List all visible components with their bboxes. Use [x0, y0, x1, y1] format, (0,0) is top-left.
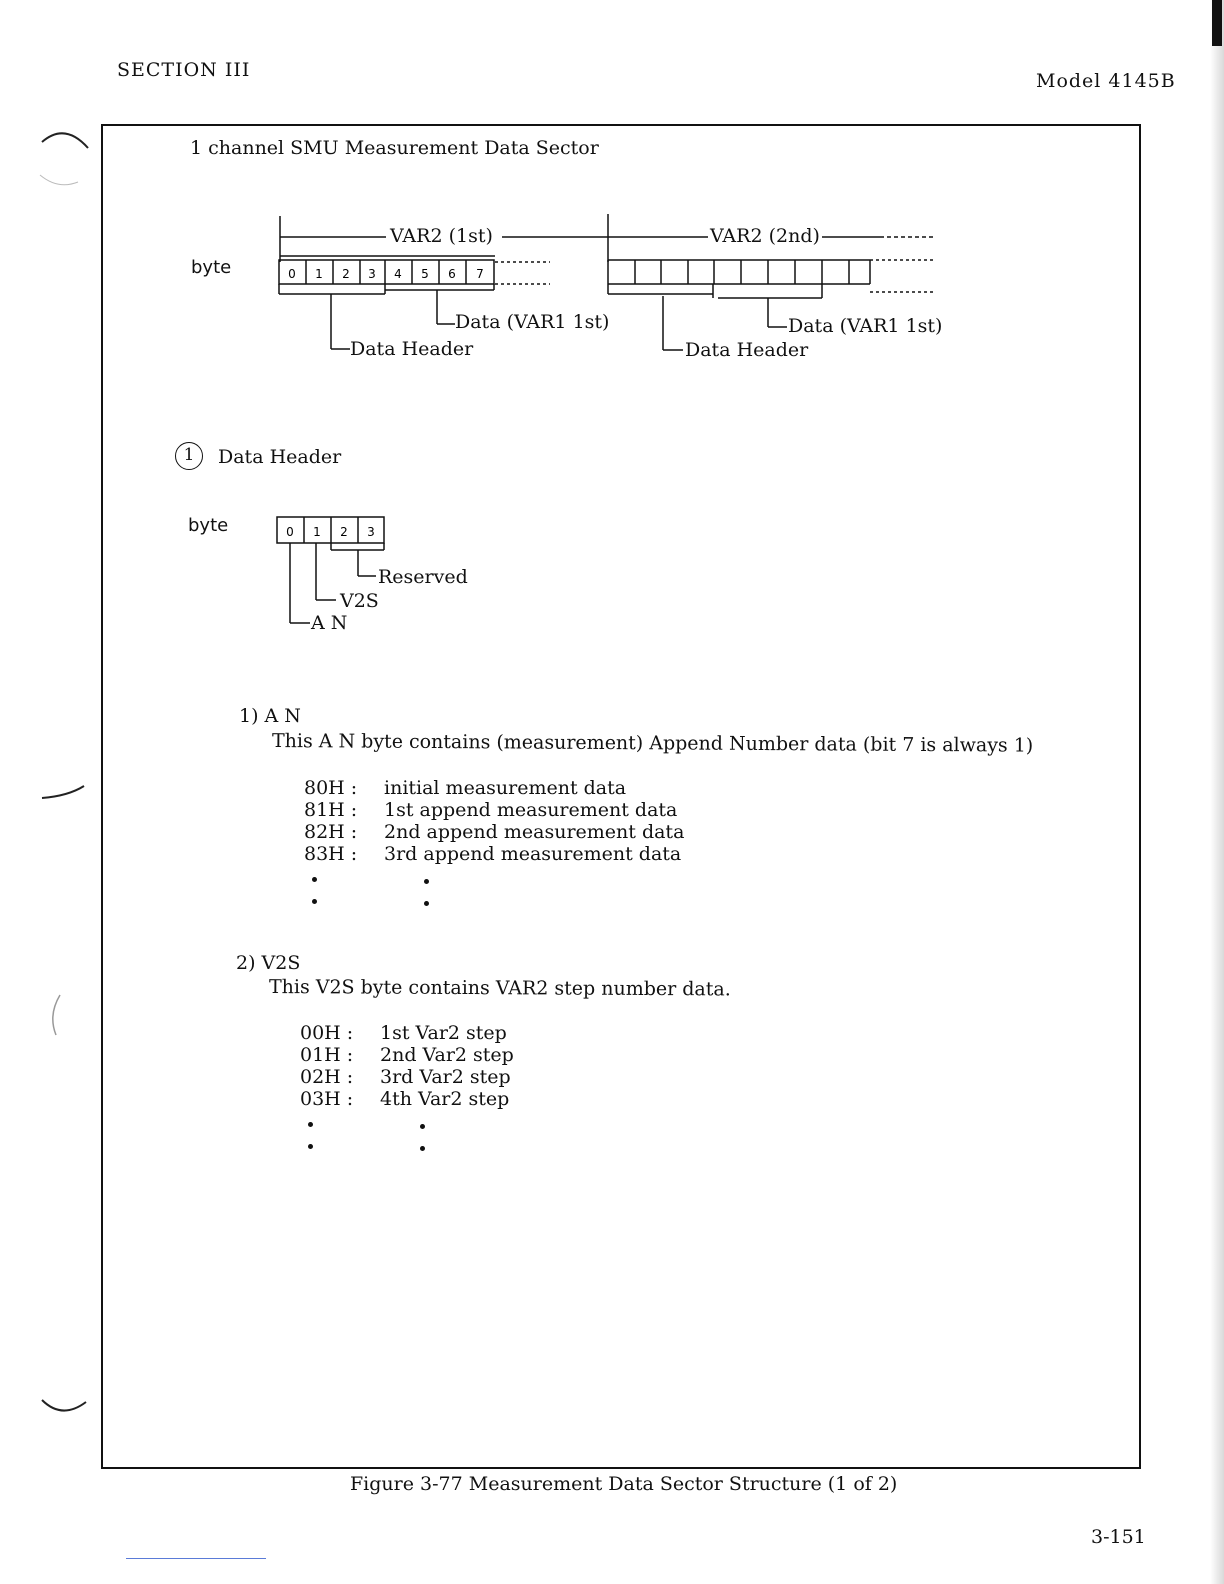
data-header-title: Data Header [218, 446, 342, 468]
v2s-item-desc: 1st Var2 step [380, 1022, 507, 1044]
section-number-circle: 1 [175, 442, 203, 470]
v2s-label: V2S [340, 590, 379, 612]
ellipsis-dot [420, 1146, 425, 1151]
ellipsis-dot [424, 901, 429, 906]
header-cell-0: 0 [286, 525, 294, 539]
an-item-desc: initial measurement data [384, 777, 627, 799]
v2s-description: This V2S byte contains VAR2 step number data. [268, 976, 731, 1001]
v2s-item-code: 03H : [300, 1088, 354, 1110]
an-description: This A N byte contains (measurement) Append Number data (bit 7 is always 1) [271, 730, 1034, 757]
var2-1st-label: VAR2 (1st) [390, 225, 493, 247]
sector-cell-6: 6 [448, 267, 456, 281]
sector-cell-7: 7 [476, 267, 484, 281]
data-header-label-1: Data Header [350, 338, 474, 360]
an-item-code: 82H : [304, 821, 358, 843]
binder-marks [30, 120, 100, 1430]
v2s-item-desc: 4th Var2 step [380, 1088, 510, 1110]
an-item-desc: 3rd append measurement data [384, 843, 682, 865]
ellipsis-dot [312, 877, 317, 882]
data-var1-label-1: Data (VAR1 1st) [455, 311, 610, 333]
page-number: 3-151 [1091, 1526, 1146, 1548]
sector-cell-3: 3 [368, 267, 376, 281]
header-cell-1: 1 [313, 525, 321, 539]
sector-cell-4: 4 [394, 267, 402, 281]
ellipsis-dot [420, 1124, 425, 1129]
page-edge-shadow [1210, 0, 1224, 1584]
an-label: A N [311, 612, 348, 634]
ellipsis-dot [308, 1122, 313, 1127]
an-item-desc: 1st append measurement data [384, 799, 678, 821]
sector-cell-2: 2 [342, 267, 350, 281]
sector-byte-label: byte [191, 257, 232, 278]
an-item-desc: 2nd append measurement data [384, 821, 685, 843]
v2s-item-desc: 2nd Var2 step [380, 1044, 514, 1066]
data-header-label-2: Data Header [685, 339, 809, 361]
footer-rule [126, 1558, 266, 1559]
sector-title: 1 channel SMU Measurement Data Sector [190, 137, 599, 159]
section-label: SECTION III [117, 59, 251, 81]
v2s-heading: 2) V2S [236, 952, 301, 974]
sector-cell-0: 0 [288, 267, 296, 281]
sector-cell-5: 5 [421, 267, 429, 281]
an-heading: 1) A N [239, 705, 301, 727]
ellipsis-dot [308, 1144, 313, 1149]
sector-cell-1: 1 [315, 267, 323, 281]
header-cell-3: 3 [367, 525, 375, 539]
v2s-item-code: 02H : [300, 1066, 354, 1088]
reserved-label: Reserved [378, 566, 468, 588]
ellipsis-dot [424, 879, 429, 884]
an-item-code: 80H : [304, 777, 358, 799]
an-item-code: 81H : [304, 799, 358, 821]
data-var1-label-2: Data (VAR1 1st) [788, 315, 943, 337]
data-header-byte-label: byte [188, 515, 229, 536]
header-cell-2: 2 [340, 525, 348, 539]
var2-2nd-label: VAR2 (2nd) [710, 225, 820, 247]
ellipsis-dot [312, 899, 317, 904]
v2s-item-code: 01H : [300, 1044, 354, 1066]
model-label: Model 4145B [1036, 70, 1176, 92]
v2s-item-code: 00H : [300, 1022, 354, 1044]
an-item-code: 83H : [304, 843, 358, 865]
v2s-item-desc: 3rd Var2 step [380, 1066, 511, 1088]
figure-caption: Figure 3-77 Measurement Data Sector Structure (1 of 2) [350, 1473, 898, 1495]
